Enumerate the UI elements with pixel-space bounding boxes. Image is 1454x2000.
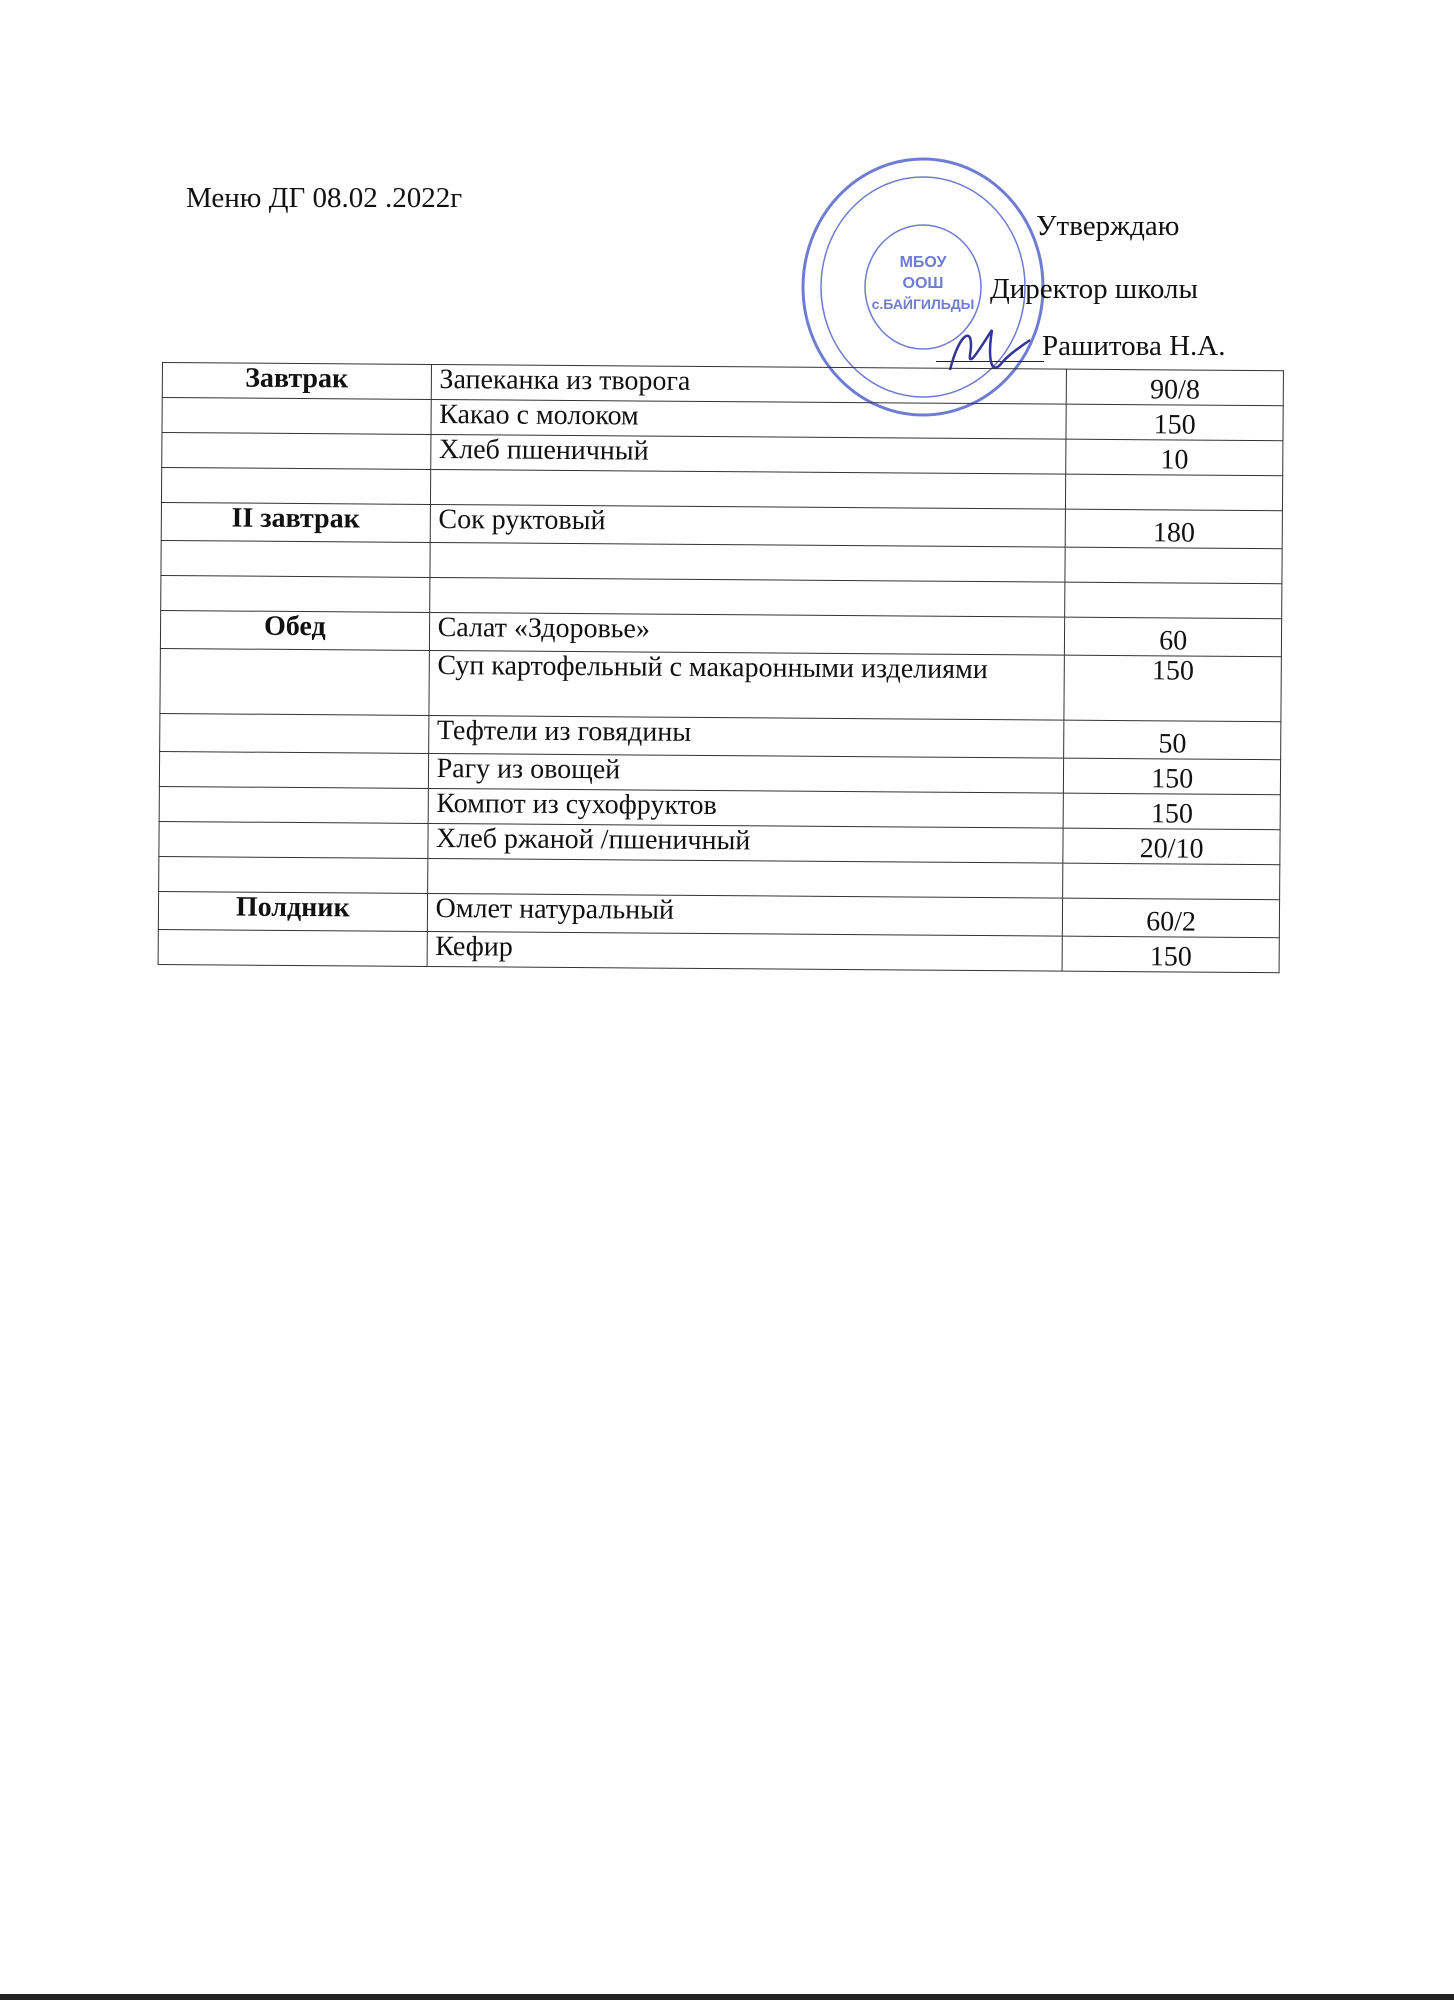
portion-cell: 20/10 bbox=[1063, 828, 1280, 865]
portion-cell bbox=[1063, 863, 1280, 900]
portion-cell: 150 bbox=[1062, 936, 1279, 973]
meal-cell: Обед bbox=[160, 610, 429, 650]
portion-cell: 10 bbox=[1066, 439, 1283, 476]
portion-cell: 150 bbox=[1066, 404, 1283, 441]
meal-cell bbox=[158, 929, 427, 966]
meal-cell bbox=[160, 713, 429, 753]
meal-cell bbox=[161, 540, 430, 577]
portion-cell: 90/8 bbox=[1067, 369, 1284, 406]
meal-cell bbox=[159, 856, 428, 893]
dish-cell: Хлеб ржаной /пшеничный bbox=[427, 823, 1063, 863]
meal-cell: Полдник bbox=[158, 891, 427, 931]
dish-cell bbox=[429, 577, 1065, 617]
page-title: Меню ДГ 08.02 .2022г bbox=[186, 182, 463, 214]
portion-cell: 150 bbox=[1064, 758, 1281, 795]
portion-cell: 60 bbox=[1065, 617, 1282, 657]
dish-cell bbox=[430, 469, 1066, 509]
table-row bbox=[158, 929, 1279, 972]
dish-cell: Запеканка из творога bbox=[431, 364, 1067, 404]
stamp-center-line1: МБОУ bbox=[899, 254, 947, 271]
approval-position: Директор школы bbox=[990, 273, 1198, 305]
meal-cell bbox=[159, 751, 428, 788]
meal-cell bbox=[162, 398, 431, 435]
dish-cell: Компот из сухофруктов bbox=[428, 788, 1064, 828]
portion-cell bbox=[1065, 582, 1282, 619]
dish-cell: Кефир bbox=[427, 931, 1063, 971]
meal-cell bbox=[162, 433, 431, 470]
dish-cell: Рагу из овощей bbox=[428, 753, 1064, 793]
dish-cell: Тефтели из говядины bbox=[428, 715, 1064, 758]
meal-cell bbox=[161, 575, 430, 612]
menu-table bbox=[158, 362, 1284, 973]
dish-cell bbox=[427, 858, 1063, 898]
dish-cell: Сок руктовый bbox=[430, 504, 1066, 547]
approval-title: Утверждаю bbox=[1036, 210, 1180, 242]
meal-cell bbox=[160, 648, 429, 715]
dish-cell: Омлет натуральный bbox=[427, 893, 1063, 936]
scan-edge-bar bbox=[0, 1994, 1454, 2000]
dish-cell: Салат «Здоровье» bbox=[429, 612, 1065, 655]
stamp-center-line3: с.БАЙГИЛЬДЫ bbox=[871, 296, 975, 312]
meal-cell bbox=[161, 468, 430, 505]
dish-cell: Хлеб пшеничный bbox=[430, 434, 1066, 474]
approval-name: Рашитова Н.А. bbox=[1042, 330, 1226, 362]
dish-cell: Суп картофельный с макаронными изделиями bbox=[429, 650, 1065, 720]
dish-cell bbox=[430, 542, 1066, 582]
portion-cell: 60/2 bbox=[1063, 898, 1280, 938]
meal-cell bbox=[159, 786, 428, 823]
portion-cell bbox=[1065, 547, 1282, 584]
meal-cell: II завтрак bbox=[161, 502, 430, 542]
meal-cell bbox=[159, 821, 428, 858]
portion-cell: 50 bbox=[1064, 720, 1281, 760]
meal-cell: Завтрак bbox=[162, 363, 431, 400]
stamp-center-line2: ООШ bbox=[902, 275, 944, 292]
portion-cell: 180 bbox=[1066, 509, 1283, 549]
table-row bbox=[160, 648, 1281, 721]
dish-cell: Какао с молоком bbox=[431, 399, 1067, 439]
portion-cell bbox=[1066, 474, 1283, 511]
portion-cell: 150 bbox=[1063, 793, 1280, 830]
portion-cell: 150 bbox=[1064, 655, 1281, 722]
